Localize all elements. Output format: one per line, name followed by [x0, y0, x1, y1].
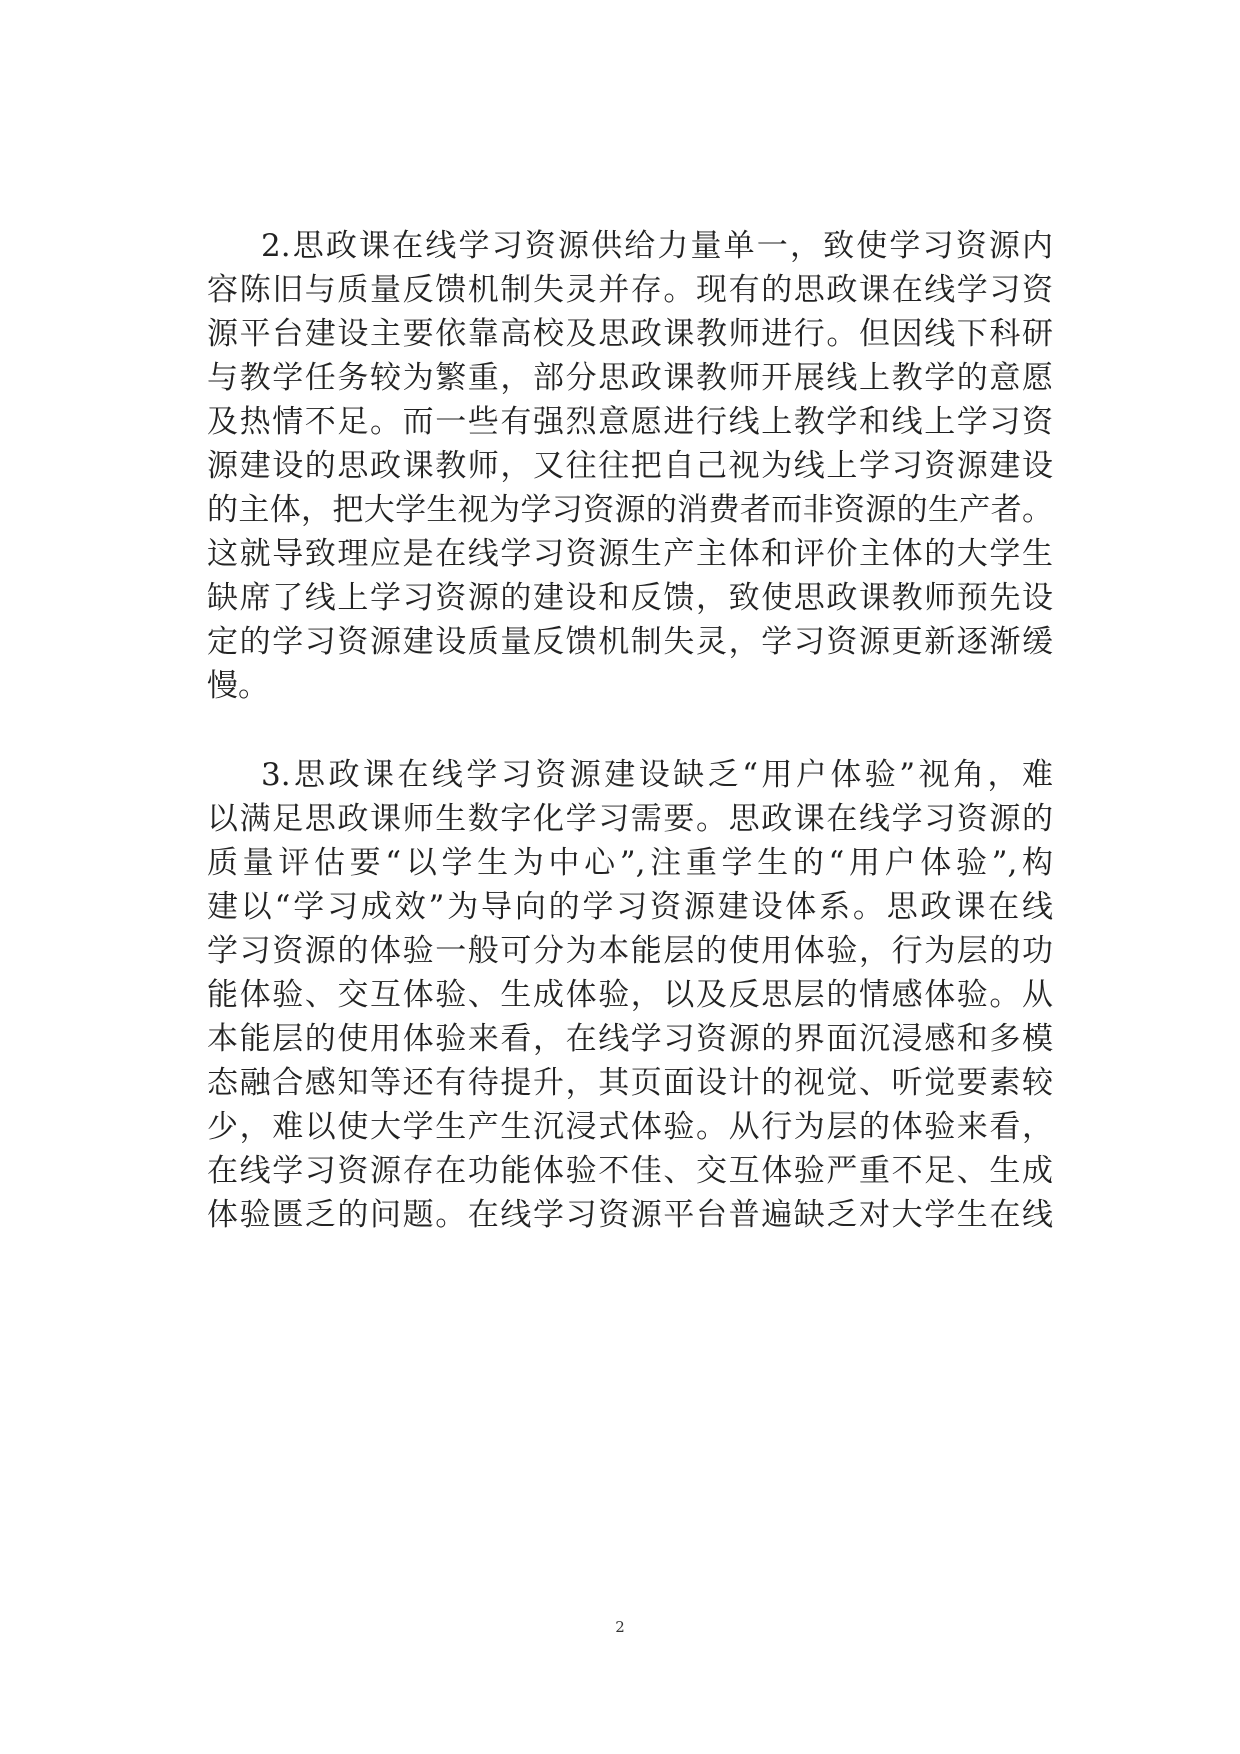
- text-line: 建以“学习成效”为导向的学习资源建设体系。思政课在线: [207, 889, 1053, 925]
- text-line: 3.思政课在线学习资源建设缺乏“用户体验”视角，难: [261, 757, 1053, 793]
- text-line: 少，难以使大学生产生沉浸式体验。从行为层的体验来看，: [207, 1109, 1053, 1145]
- text-line: 的主体，把大学生视为学习资源的消费者而非资源的生产者。: [207, 492, 1053, 528]
- paragraph-2: [207, 753, 1053, 1237]
- text-line: 能体验、交互体验、生成体验，以及反思层的情感体验。从: [207, 977, 1053, 1013]
- text-line: 容陈旧与质量反馈机制失灵并存。现有的思政课在线学习资: [207, 272, 1053, 308]
- text-line: 以满足思政课师生数字化学习需要。思政课在线学习资源的: [207, 801, 1053, 837]
- text-line: 体验匮乏的问题。在线学习资源平台普遍缺乏对大学生在线: [207, 1197, 1053, 1233]
- text-line: 在线学习资源存在功能体验不佳、交互体验严重不足、生成: [207, 1153, 1053, 1189]
- text-line: 源平台建设主要依靠高校及思政课教师进行。但因线下科研: [207, 316, 1053, 352]
- text-line: 本能层的使用体验来看，在线学习资源的界面沉浸感和多模: [207, 1021, 1053, 1057]
- text-line: 慢。: [207, 668, 269, 704]
- text-line: 质量评估要“以学生为中心”,注重学生的“用户体验”,构: [207, 845, 1053, 881]
- paragraph-1: [207, 224, 1053, 708]
- page-number: 2: [615, 1618, 625, 1636]
- text-line: 态融合感知等还有待提升，其页面设计的视觉、听觉要素较: [207, 1065, 1053, 1101]
- text-line: 及热情不足。而一些有强烈意愿进行线上教学和线上学习资: [207, 404, 1053, 440]
- body-text: [207, 224, 1053, 1237]
- text-line: 与教学任务较为繁重，部分思政课教师开展线上教学的意愿: [207, 360, 1053, 396]
- text-line: 2.思政课在线学习资源供给力量单一，致使学习资源内: [261, 228, 1053, 264]
- text-line: 这就导致理应是在线学习资源生产主体和评价主体的大学生: [207, 536, 1053, 572]
- text-line: 源建设的思政课教师，又往往把自己视为线上学习资源建设: [207, 448, 1053, 484]
- text-line: 学习资源的体验一般可分为本能层的使用体验，行为层的功: [207, 933, 1053, 969]
- text-line: 定的学习资源建设质量反馈机制失灵，学习资源更新逐渐缓: [207, 624, 1053, 660]
- text-line: 缺席了线上学习资源的建设和反馈，致使思政课教师预先设: [207, 580, 1053, 616]
